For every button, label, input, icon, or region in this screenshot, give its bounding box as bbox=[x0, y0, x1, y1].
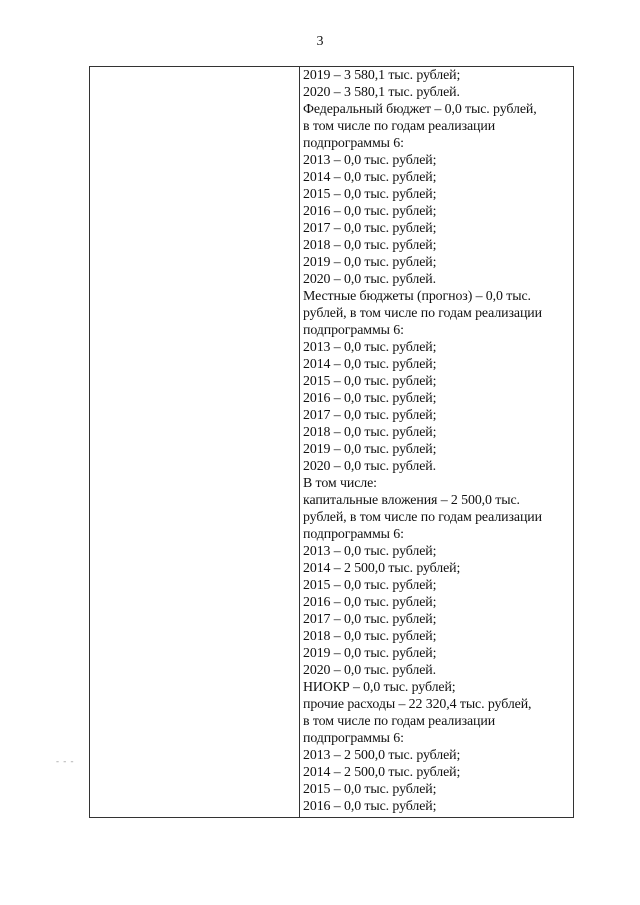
text-line: В том числе: bbox=[303, 476, 377, 491]
text-line: 2016 – 0,0 тыс. рублей; bbox=[303, 799, 437, 814]
text-line: подпрограммы 6: bbox=[303, 731, 404, 746]
text-line: капитальные вложения – 2 500,0 тыс. bbox=[303, 493, 520, 508]
text-line: 2019 – 0,0 тыс. рублей; bbox=[303, 442, 437, 457]
text-line: 2018 – 0,0 тыс. рублей; bbox=[303, 629, 437, 644]
text-line: 2013 – 2 500,0 тыс. рублей; bbox=[303, 748, 461, 763]
text-line: 2017 – 0,0 тыс. рублей; bbox=[303, 408, 437, 423]
text-line: прочие расходы – 22 320,4 тыс. рублей, bbox=[303, 697, 532, 712]
text-line: 2020 – 0,0 тыс. рублей. bbox=[303, 663, 436, 678]
text-line: 2013 – 0,0 тыс. рублей; bbox=[303, 544, 437, 559]
text-line: 2016 – 0,0 тыс. рублей; bbox=[303, 595, 437, 610]
text-line: 2020 – 3 580,1 тыс. рублей. bbox=[303, 85, 460, 100]
text-line: рублей, в том числе по годам реализации bbox=[303, 510, 542, 525]
text-line: 2015 – 0,0 тыс. рублей; bbox=[303, 187, 437, 202]
text-line: 2016 – 0,0 тыс. рублей; bbox=[303, 204, 437, 219]
text-line: Федеральный бюджет – 0,0 тыс. рублей, bbox=[303, 102, 537, 117]
table-content-cell bbox=[303, 67, 569, 817]
text-line: 2014 – 2 500,0 тыс. рублей; bbox=[303, 561, 461, 576]
text-line: 2019 – 3 580,1 тыс. рублей; bbox=[303, 68, 461, 83]
text-line: 2019 – 0,0 тыс. рублей; bbox=[303, 255, 437, 270]
text-line: подпрограммы 6: bbox=[303, 527, 404, 542]
text-line: 2020 – 0,0 тыс. рублей. bbox=[303, 459, 436, 474]
text-line: 2018 – 0,0 тыс. рублей; bbox=[303, 425, 437, 440]
table-left-cell bbox=[90, 67, 299, 817]
text-line: 2020 – 0,0 тыс. рублей. bbox=[303, 272, 436, 287]
text-line: 2014 – 0,0 тыс. рублей; bbox=[303, 170, 437, 185]
text-line: 2014 – 0,0 тыс. рублей; bbox=[303, 357, 437, 372]
text-line: в том числе по годам реализации bbox=[303, 714, 496, 729]
text-line: 2013 – 0,0 тыс. рублей; bbox=[303, 340, 437, 355]
funding-table bbox=[89, 66, 574, 818]
text-line: 2015 – 0,0 тыс. рублей; bbox=[303, 374, 437, 389]
text-line: 2015 – 0,0 тыс. рублей; bbox=[303, 782, 437, 797]
text-line: Местные бюджеты (прогноз) – 0,0 тыс. bbox=[303, 289, 531, 304]
text-line: 2017 – 0,0 тыс. рублей; bbox=[303, 612, 437, 627]
text-line: 2013 – 0,0 тыс. рублей; bbox=[303, 153, 437, 168]
text-line: 2019 – 0,0 тыс. рублей; bbox=[303, 646, 437, 661]
text-line: подпрограммы 6: bbox=[303, 136, 404, 151]
text-line: 2016 – 0,0 тыс. рублей; bbox=[303, 391, 437, 406]
margin-mark: - - - bbox=[56, 756, 75, 766]
text-line: 2018 – 0,0 тыс. рублей; bbox=[303, 238, 437, 253]
text-line: 2017 – 0,0 тыс. рублей; bbox=[303, 221, 437, 236]
page-number: 3 bbox=[316, 34, 324, 49]
text-line: рублей, в том числе по годам реализации bbox=[303, 306, 542, 321]
text-line: подпрограммы 6: bbox=[303, 323, 404, 338]
column-divider bbox=[299, 67, 300, 817]
text-line: 2015 – 0,0 тыс. рублей; bbox=[303, 578, 437, 593]
text-line: 2014 – 2 500,0 тыс. рублей; bbox=[303, 765, 461, 780]
text-line: НИОКР – 0,0 тыс. рублей; bbox=[303, 680, 456, 695]
text-line: в том числе по годам реализации bbox=[303, 119, 496, 134]
